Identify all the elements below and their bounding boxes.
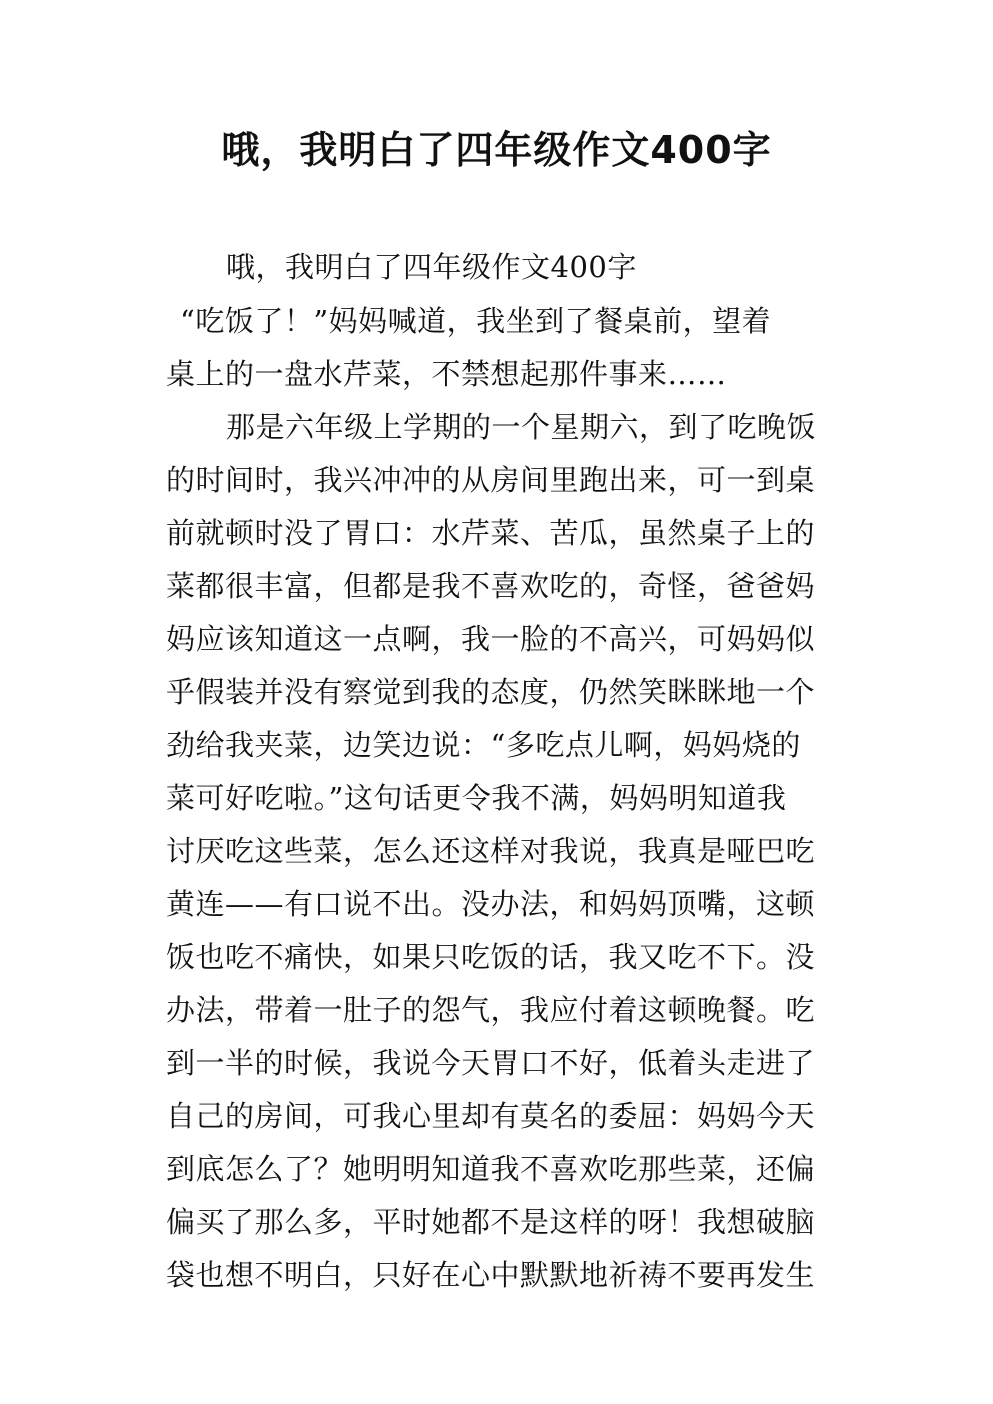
body-line: 黄连——有口说不出。没办法，和妈妈顶嘴，这顿	[166, 887, 816, 921]
body-line: 桌上的一盘水芹菜，不禁想起那件事来……	[166, 357, 727, 391]
body-line: 讨厌吃这些菜，怎么还这样对我说，我真是哑巴吃	[166, 834, 816, 868]
body-line: 到底怎么了？她明明知道我不喜欢吃那些菜，还偏	[166, 1152, 816, 1186]
body-line: 的时间时，我兴冲冲的从房间里跑出来，可一到桌	[166, 463, 816, 497]
body-line: 办法，带着一肚子的怨气，我应付着这顿晚餐。吃	[166, 993, 816, 1027]
body-line: 那是六年级上学期的一个星期六，到了吃晚饭	[226, 410, 817, 444]
body-line: 前就顿时没了胃口：水芹菜、苦瓜，虽然桌子上的	[166, 516, 816, 550]
body-line: 饭也吃不痛快，如果只吃饭的话，我又吃不下。没	[166, 940, 816, 974]
body-line: 菜可好吃啦。”这句话更令我不满，妈妈明知道我	[166, 781, 787, 815]
document-title: 哦，我明白了四年级作文400字	[221, 128, 772, 172]
body-line: 袋也想不明白，只好在心中默默地祈祷不要再发生	[166, 1258, 816, 1292]
body-line: 哦，我明白了四年级作文400字	[226, 250, 637, 284]
body-line: 自己的房间，可我心里却有莫名的委屈：妈妈今天	[166, 1099, 816, 1133]
body-line: “吃饭了！”妈妈喊道，我坐到了餐桌前，望着	[180, 304, 772, 338]
body-line: 妈应该知道这一点啊，我一脸的不高兴，可妈妈似	[166, 622, 816, 656]
body-line: 偏买了那么多，平时她都不是这样的呀！我想破脑	[166, 1205, 816, 1239]
body-line: 劲给我夹菜，边笑边说：“多吃点儿啊，妈妈烧的	[166, 728, 801, 762]
body-line: 乎假装并没有察觉到我的态度，仍然笑眯眯地一个	[166, 675, 816, 709]
body-line: 菜都很丰富，但都是我不喜欢吃的，奇怪，爸爸妈	[166, 569, 816, 603]
body-line: 到一半的时候，我说今天胃口不好，低着头走进了	[166, 1046, 816, 1080]
